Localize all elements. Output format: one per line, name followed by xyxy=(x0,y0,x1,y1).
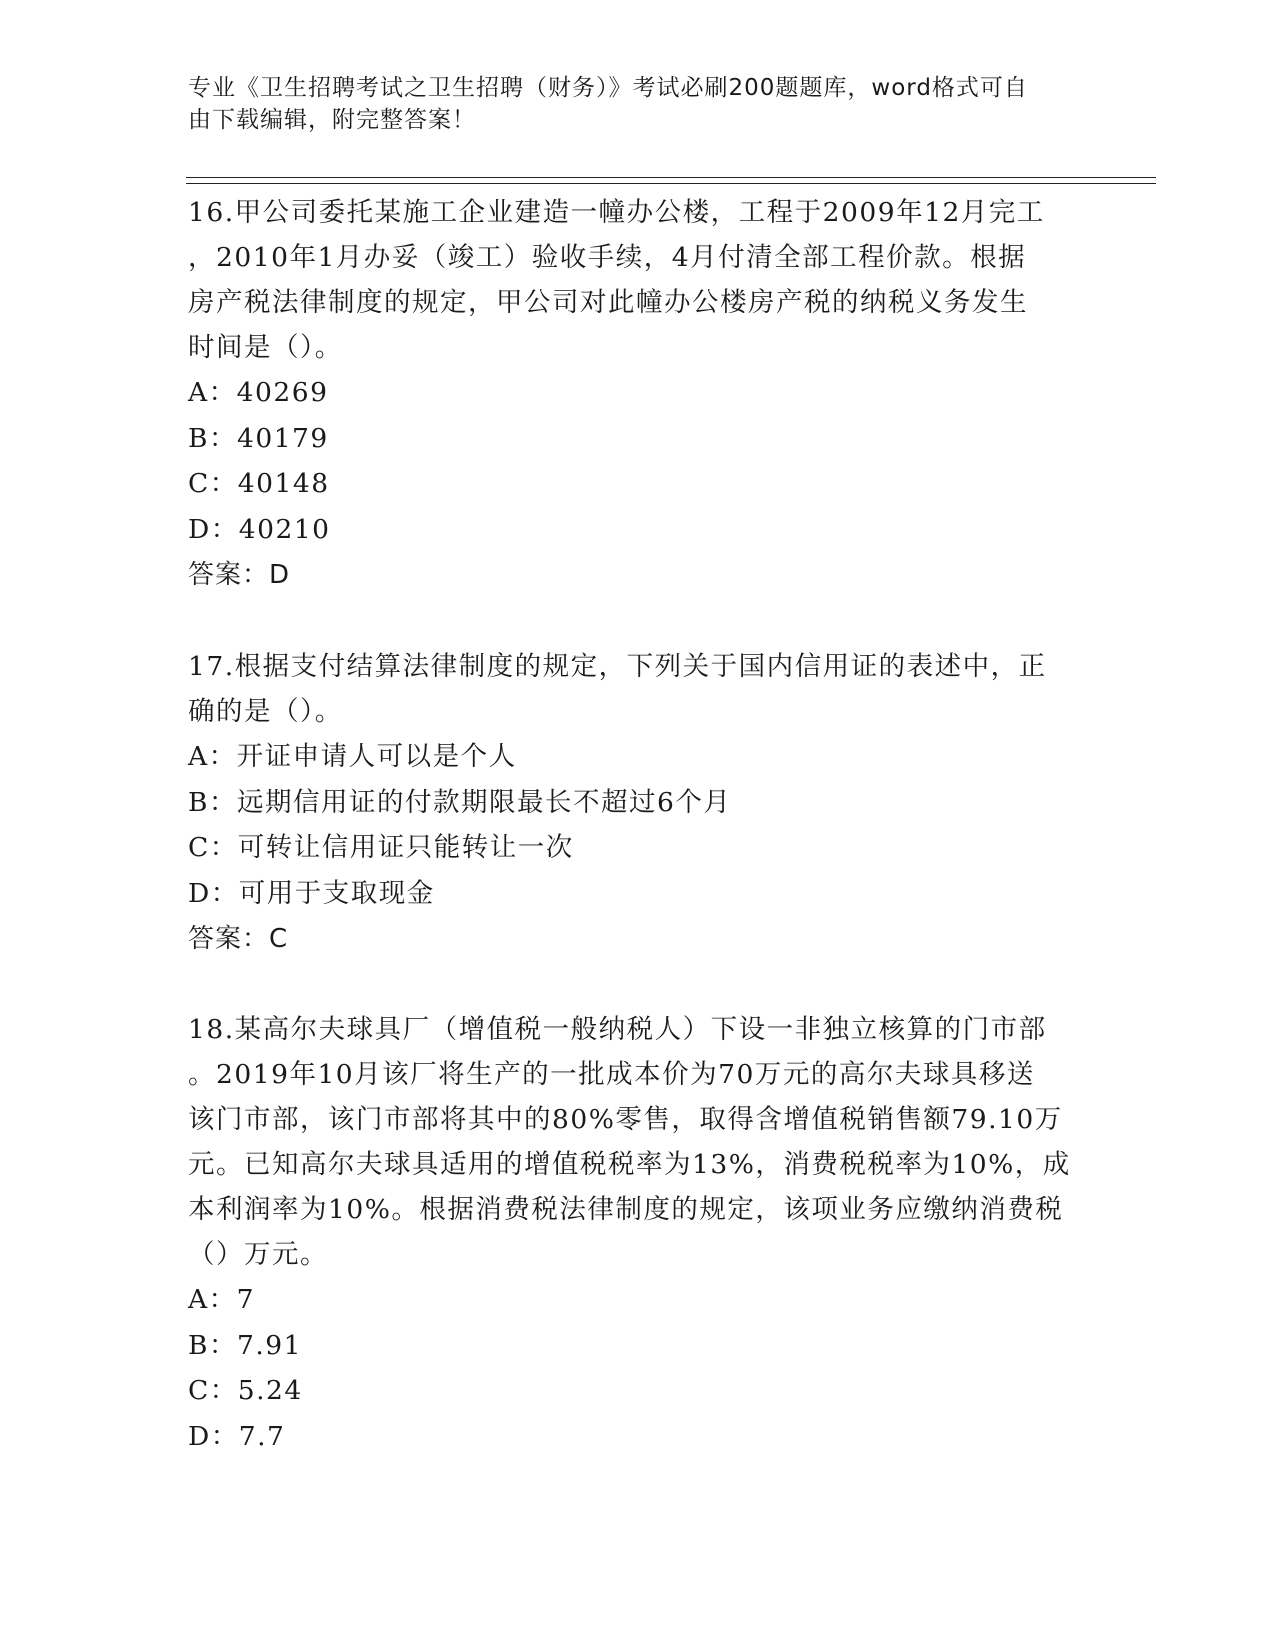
question-line: （）万元。 xyxy=(188,1239,328,1270)
option-b: B：40179 xyxy=(188,422,329,454)
question-line: ，2010年1月办妥（竣工）验收手续，4月付清全部工程价款。根据 xyxy=(188,242,1027,273)
option-c: C：5.24 xyxy=(188,1375,303,1406)
question-line: 该门市部，该门市部将其中的80%零售，取得含增值税销售额79.10万 xyxy=(188,1104,1063,1135)
question-line: 16.甲公司委托某施工企业建造一幢办公楼，工程于2009年12月完工 xyxy=(188,197,1045,228)
question-text xyxy=(188,644,1088,734)
question-line: 时间是（）。 xyxy=(188,332,343,363)
option-d: D：7.7 xyxy=(188,1420,286,1452)
question-line: 18.某高尔夫球具厂（增值税一般纳税人）下设一非独立核算的门市部 xyxy=(188,1014,1047,1045)
answer-line: 答案：D xyxy=(188,560,291,590)
option-b: B：7.91 xyxy=(188,1329,302,1361)
question-text xyxy=(188,1007,1088,1277)
header-line-1: 专业《卫生招聘考试之卫生招聘（财务）》考试必刷200题题库，word格式可自 xyxy=(188,75,1028,101)
header-divider-bottom xyxy=(186,183,1156,184)
question-17 xyxy=(188,644,1088,962)
option-a: A：40269 xyxy=(188,377,329,408)
answer-line: 答案：C xyxy=(188,924,289,954)
header-divider-top xyxy=(186,177,1156,178)
question-line: 本利润率为10%。根据消费税法律制度的规定，该项业务应缴纳消费税 xyxy=(188,1194,1064,1225)
question-line: 元。已知高尔夫球具适用的增值税税率为13%，消费税税率为10%，成 xyxy=(188,1149,1071,1180)
option-c: C：40148 xyxy=(188,468,330,499)
option-b: B：远期信用证的付款期限最长不超过6个月 xyxy=(188,786,732,818)
question-line: 房产税法律制度的规定，甲公司对此幢办公楼房产税的纳税义务发生 xyxy=(188,287,1028,318)
option-c: C：可转让信用证只能转让一次 xyxy=(188,832,574,863)
header-line-2: 由下载编辑，附完整答案！ xyxy=(188,107,476,133)
question-line: 17.根据支付结算法律制度的规定，下列关于国内信用证的表述中，正 xyxy=(188,651,1047,682)
option-a: A：开证申请人可以是个人 xyxy=(188,741,517,772)
document-header xyxy=(188,72,1088,136)
option-a: A：7 xyxy=(188,1284,255,1315)
question-line: 确的是（）。 xyxy=(188,696,343,727)
option-d: D：40210 xyxy=(188,513,331,545)
question-text xyxy=(188,190,1088,370)
option-d: D：可用于支取现金 xyxy=(188,877,435,909)
question-18 xyxy=(188,1007,1088,1459)
question-line: 。2019年10月该厂将生产的一批成本价为70万元的高尔夫球具移送 xyxy=(188,1059,1035,1090)
question-16 xyxy=(188,190,1088,598)
